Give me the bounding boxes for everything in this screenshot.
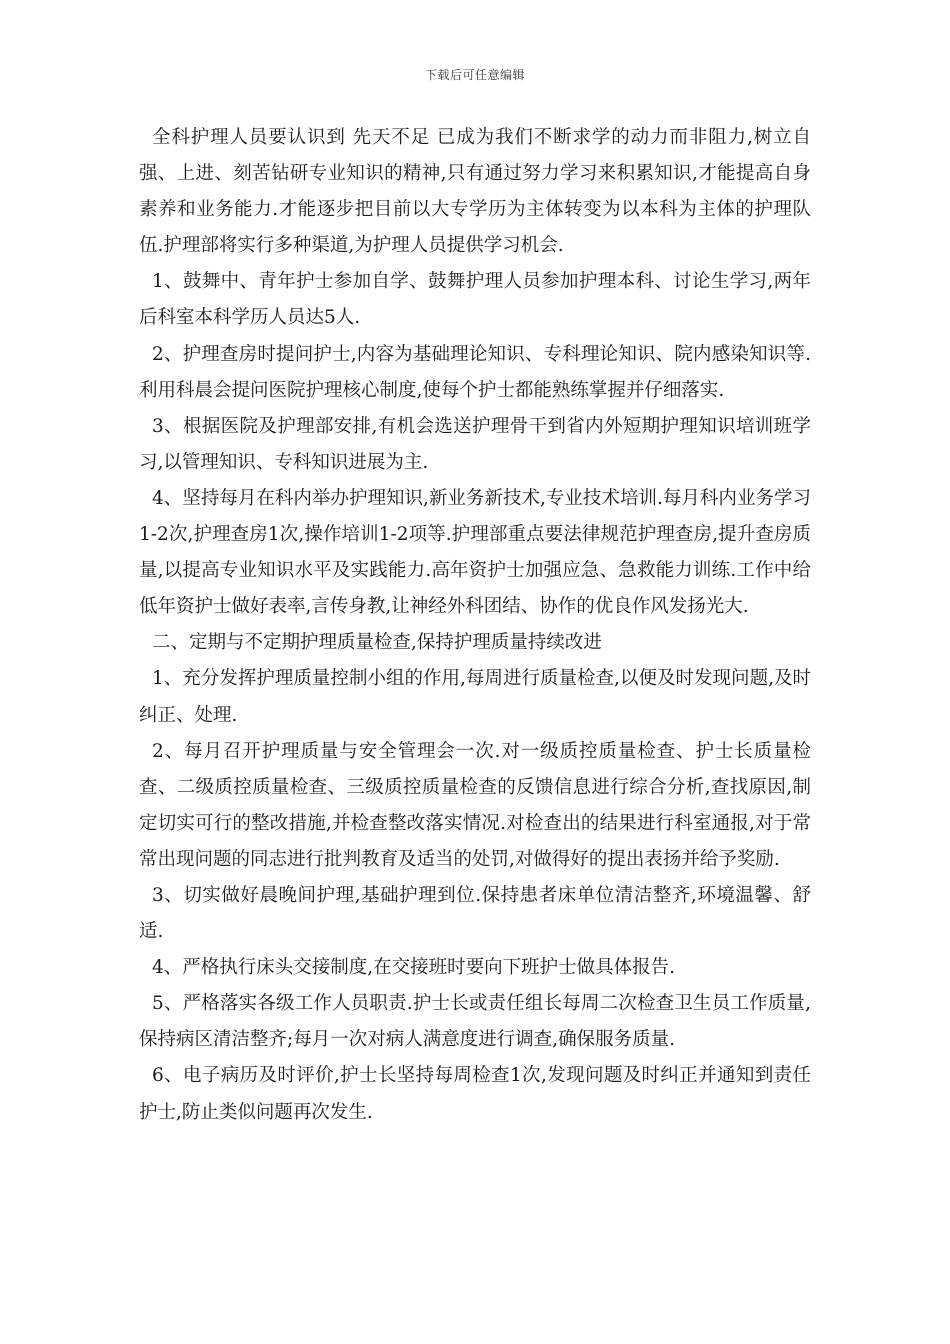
paragraph-item-3: 3、根据医院及护理部安排,有机会选送护理骨干到省内外短期护理知识培训班学习,以管理知识、专科知识进展为主. <box>139 415 811 473</box>
section-heading-2: 二、定期与不定期护理质量检查,保持护理质量持续改进 <box>152 632 602 654</box>
document-body <box>139 120 811 1131</box>
paragraph-section2-item-3: 3、切实做好晨晚间护理,基础护理到位.保持患者床单位清洁整齐,环境温馨、舒适. <box>139 884 811 943</box>
paragraph-item-1: 1、鼓舞中、青年护士参加自学、鼓舞护理人员参加护理本科、讨论生学习,两年后科室本科学历人员达5人. <box>139 271 811 329</box>
paragraph-section2-item-1: 1、充分发挥护理质量控制小组的作用,每周进行质量检查,以便及时发现问题,及时纠正、处理. <box>139 668 811 726</box>
page-header-note: 下载后可任意编辑 <box>424 68 525 82</box>
paragraph-item-2: 2、护理查房时提问护士,内容为基础理论知识、专科理论知识、院内感染知识等.利用科晨会提问医院护理核心制度,使每个护士都能熟练掌握并仔细落实. <box>139 343 811 401</box>
paragraph-section2-item-5: 5、严格落实各级工作人员职责.护士长或责任组长每周二次检查卫生员工作质量,保持病区清洁整齐;每月一次对病人满意度进行调查,确保服务质量. <box>139 993 811 1051</box>
paragraph-section2-item-4: 4、严格执行床头交接制度,在交接班时要向下班护士做具体报告. <box>152 957 676 979</box>
paragraph-section2-item-6: 6、电子病历及时评价,护士长坚持每周检查1次,发现问题及时纠正并通知到责任护士,防止类似问题再次发生. <box>139 1065 811 1123</box>
paragraph-section2-item-2: 2、每月召开护理质量与安全管理会一次.对一级质控质量检查、护士长质量检查、二级质控质量检查、三级质控质量检查的反馈信息进行综合分析,查找原因,制定切实可行的整改措施,并检查整改落实情况.对检查出的结果进行科室通报,对于常常出现问题的同志进行批判教育及适当的处罚,对做得好的提出表扬并给予奖励. <box>139 740 811 870</box>
paragraph-intro: 全科护理人员要认识到 先天不足 已成为我们不断求学的动力而非阻力,树立自强、上进、刻苦钻研专业知识的精神,只有通过努力学习来积累知识,才能提高自身素养和业务能力.才能逐步把目前以大专学历为主体转变为以本科为主体的护理队伍.护理部将实行多种渠道,为护理人员提供学习机会. <box>139 127 811 257</box>
paragraph-item-4: 4、坚持每月在科内举办护理知识,新业务新技术,专业技术培训.每月科内业务学习1-2次,护理查房1次,操作培训1-2项等.护理部重点要法律规范护理查房,提升查房质量,以提高专业知识水平及实践能力.高年资护士加强应急、急救能力训练.工作中给低年资护士做好表率,言传身教,让神经外科团结、协作的优良作风发扬光大. <box>139 487 811 618</box>
